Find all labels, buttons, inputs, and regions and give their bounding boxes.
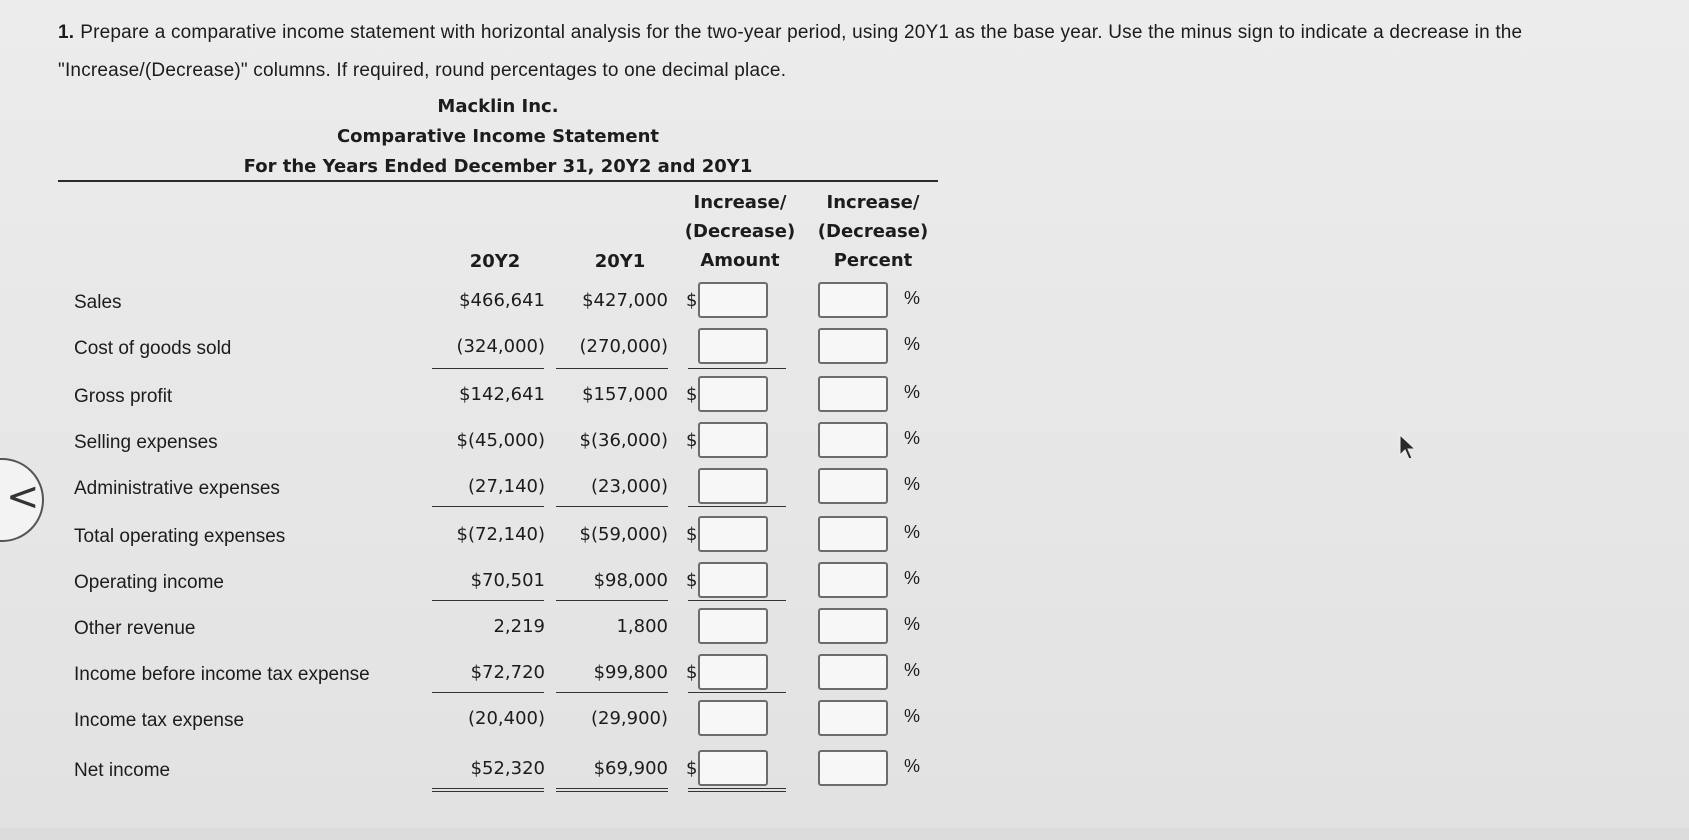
value-20y1: $(36,000) <box>579 430 668 451</box>
row-label: Income tax expense <box>74 710 245 731</box>
percent-header-line3: Percent <box>833 250 913 271</box>
percent-input[interactable] <box>818 608 888 644</box>
value-20y1: (270,000) <box>579 336 668 357</box>
dollar-sign: $ <box>686 524 698 545</box>
underline <box>432 600 544 601</box>
amount-input[interactable] <box>698 468 768 504</box>
table-row <box>0 700 1000 746</box>
question-number: 1. <box>58 22 75 43</box>
row-label: Operating income <box>74 572 224 593</box>
percent-input[interactable] <box>818 750 888 786</box>
row-label: Sales <box>74 292 122 313</box>
percent-input[interactable] <box>818 562 888 598</box>
table-row <box>0 654 1000 700</box>
underline <box>556 506 668 507</box>
row-label: Total operating expenses <box>74 526 286 547</box>
underline <box>432 368 544 369</box>
dollar-sign: $ <box>686 290 698 311</box>
header-rule <box>58 180 938 182</box>
underline <box>432 692 544 693</box>
question-body: Prepare a comparative income statement with horizontal analysis for the two-year period, using 20Y1 as the base year. Use the minus sign to indicate a decrease in the "Increase/(Decrease)" columns. If required, round percentages to one decimal place. <box>58 22 1523 81</box>
underline <box>688 506 786 507</box>
value-20y2: $466,641 <box>459 290 545 311</box>
table-row <box>0 282 1000 328</box>
value-20y2: 2,219 <box>493 616 545 637</box>
row-label: Other revenue <box>74 618 196 639</box>
dollar-sign: $ <box>686 570 698 591</box>
amount-input[interactable] <box>698 376 768 412</box>
mouse-cursor-icon <box>1398 433 1418 461</box>
amount-header-line2: (Decrease) <box>684 221 796 242</box>
table-row <box>0 422 1000 468</box>
double-underline <box>432 788 544 792</box>
row-label: Income before income tax expense <box>74 664 370 685</box>
statement-period: For the Years Ended December 31, 20Y2 and 20Y1 <box>243 156 753 177</box>
row-label: Net income <box>74 760 171 781</box>
amount-input[interactable] <box>698 422 768 458</box>
value-20y1: $98,000 <box>593 570 668 591</box>
percent-input[interactable] <box>818 376 888 412</box>
col-header-20y1: 20Y1 <box>594 251 646 272</box>
percent-header-line1: Increase/ <box>826 192 920 213</box>
percent-sign: % <box>904 522 921 542</box>
col-header-amount <box>670 188 810 275</box>
percent-sign: % <box>904 660 921 680</box>
value-20y2: $52,320 <box>470 758 545 779</box>
dollar-sign: $ <box>686 758 698 779</box>
value-20y2: $70,501 <box>470 570 545 591</box>
percent-input[interactable] <box>818 516 888 552</box>
underline <box>556 600 668 601</box>
double-underline <box>556 788 668 792</box>
value-20y2: $(45,000) <box>456 430 545 451</box>
percent-header-line2: (Decrease) <box>817 221 929 242</box>
percent-sign: % <box>904 428 921 448</box>
value-20y1: (23,000) <box>590 476 668 497</box>
amount-input[interactable] <box>698 700 768 736</box>
percent-sign: % <box>904 568 921 588</box>
percent-sign: % <box>904 288 921 308</box>
percent-sign: % <box>904 382 921 402</box>
percent-sign: % <box>904 334 921 354</box>
amount-input[interactable] <box>698 282 768 318</box>
percent-input[interactable] <box>818 700 888 736</box>
percent-input[interactable] <box>818 654 888 690</box>
value-20y1: $99,800 <box>593 662 668 683</box>
row-label: Administrative expenses <box>74 478 280 499</box>
amount-header-line3: Amount <box>700 250 780 271</box>
value-20y2: (27,140) <box>467 476 545 497</box>
amount-input[interactable] <box>698 516 768 552</box>
value-20y2: $72,720 <box>470 662 545 683</box>
underline <box>688 600 786 601</box>
dollar-sign: $ <box>686 384 698 405</box>
value-20y2: $(72,140) <box>456 524 545 545</box>
double-underline <box>688 788 786 792</box>
table-row <box>0 468 1000 514</box>
company-name: Macklin Inc. <box>437 96 559 117</box>
value-20y2: $142,641 <box>459 384 545 405</box>
col-header-20y2: 20Y2 <box>469 251 521 272</box>
table-row <box>0 608 1000 654</box>
dollar-sign: $ <box>686 430 698 451</box>
percent-input[interactable] <box>818 282 888 318</box>
row-label: Gross profit <box>74 386 173 407</box>
amount-input[interactable] <box>698 750 768 786</box>
value-20y1: $(59,000) <box>579 524 668 545</box>
dollar-sign: $ <box>686 662 698 683</box>
row-label: Cost of goods sold <box>74 338 232 359</box>
amount-input[interactable] <box>698 562 768 598</box>
percent-sign: % <box>904 756 921 776</box>
percent-sign: % <box>904 706 921 726</box>
percent-input[interactable] <box>818 422 888 458</box>
value-20y2: (324,000) <box>456 336 545 357</box>
statement-title: Comparative Income Statement <box>336 126 660 147</box>
value-20y1: $427,000 <box>582 290 668 311</box>
chevron-left-icon: < <box>6 474 40 520</box>
value-20y1: $157,000 <box>582 384 668 405</box>
amount-header-line1: Increase/ <box>693 192 787 213</box>
amount-input[interactable] <box>698 328 768 364</box>
value-20y1: 1,800 <box>616 616 668 637</box>
table-row <box>0 516 1000 562</box>
amount-input[interactable] <box>698 654 768 690</box>
percent-input[interactable] <box>818 328 888 364</box>
value-20y2: (20,400) <box>467 708 545 729</box>
underline <box>556 692 668 693</box>
col-header-percent <box>808 188 938 275</box>
question-text <box>58 14 1678 90</box>
percent-sign: % <box>904 614 921 634</box>
value-20y1: $69,900 <box>593 758 668 779</box>
underline <box>688 692 786 693</box>
underline <box>556 368 668 369</box>
row-label: Selling expenses <box>74 432 218 453</box>
underline <box>432 506 544 507</box>
underline <box>688 368 786 369</box>
table-row <box>0 376 1000 422</box>
table-row <box>0 562 1000 608</box>
percent-input[interactable] <box>818 468 888 504</box>
percent-sign: % <box>904 474 921 494</box>
amount-input[interactable] <box>698 608 768 644</box>
value-20y1: (29,900) <box>590 708 668 729</box>
